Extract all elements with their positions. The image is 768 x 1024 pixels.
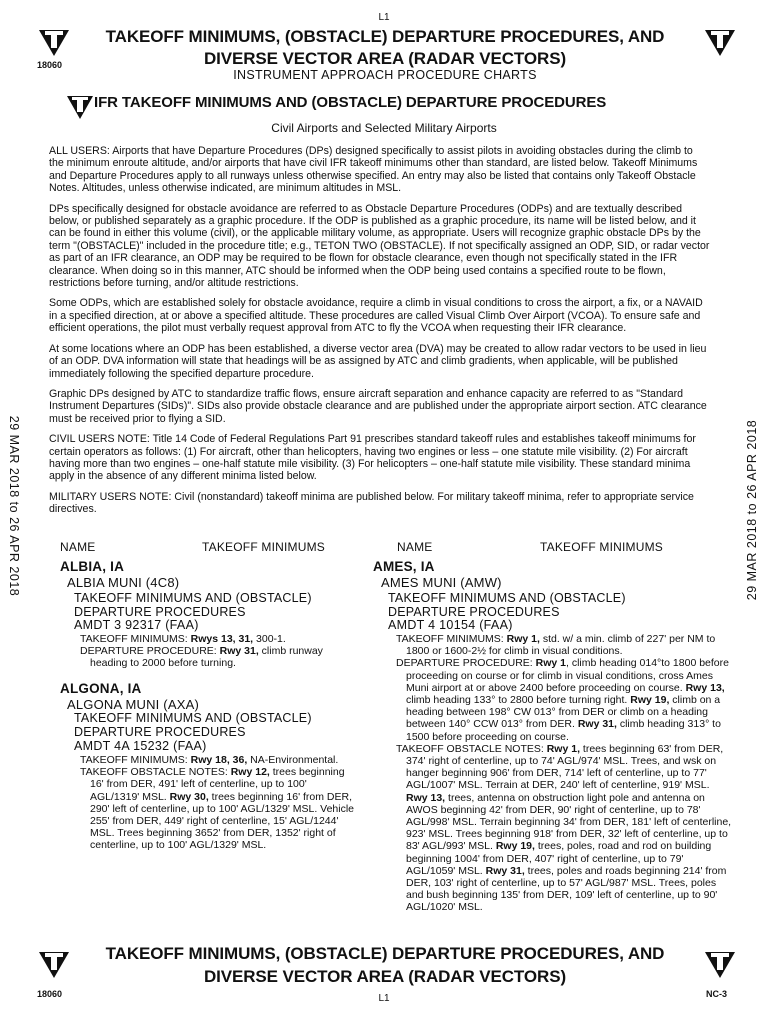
airport-name: ALBIA MUNI (4C8) bbox=[67, 575, 180, 590]
procedure-title: TAKEOFF MINIMUMS AND (OBSTACLE) bbox=[74, 711, 312, 725]
runway: Rwy 13, bbox=[685, 681, 725, 694]
runway: Rwy 13, bbox=[406, 791, 446, 804]
amendment: AMDT 3 92317 (FAA) bbox=[74, 618, 199, 632]
text: trees, poles, road and rod on building beginning 1004' from DER, 407' right of centerline, up to 79' AGL/1059' MSL. bbox=[406, 840, 712, 877]
runway: Rwy 19, bbox=[630, 694, 670, 707]
runway: Rwy 31, bbox=[577, 718, 617, 731]
amendment: AMDT 4 10154 (FAA) bbox=[388, 618, 513, 632]
intro-paragraph: MILITARY USERS NOTE: Civil (nonstandard) takeoff minima are published below. For military takeoff minima, refer to appropriate service directives. bbox=[49, 490, 694, 516]
airport-name: AMES MUNI (AMW) bbox=[381, 575, 502, 590]
text: std. w/ a min. climb of 227' per NM to 1800 or 1600-2½ for climb in visual conditions. bbox=[406, 633, 716, 658]
runway: Rwys 13, 31, bbox=[190, 633, 254, 645]
footer-title-line1: TAKEOFF MINIMUMS, (OBSTACLE) DEPARTURE PROCEDURES, AND bbox=[105, 944, 665, 963]
header-title-line2: DIVERSE VECTOR AREA (RADAR VECTORS) bbox=[203, 49, 567, 68]
takeoff-minimums bbox=[396, 633, 732, 914]
intro-paragraph: ALL USERS: Airports that have Departure Procedures (DPs) designed specifically to assist pilots in avoiding obstacles during the climb to the minimum enroute altitude, and/or airports that have civil IFR takeoff minimums other than standard, are listed below. Takeoff Minimums and Departure Procedures apply to all runways unless otherwise specified. An entry may also be listed that contains only Takeoff Obstacle Notes. Altitudes, unless otherwise indicated, are minimum altitudes in MSL. bbox=[49, 145, 698, 195]
header-subtitle: INSTRUMENT APPROACH PROCEDURE CHARTS bbox=[233, 68, 537, 82]
text: trees beginning 16' from DER, 290' left of centerline, up to 100' AGL/1329' MSL. Vehicle 255' from DER, 449' right of centerline, 15' AGL/1244' MSL. Trees beginning 3652' from DER, 1352' right of centerline, up to 100' AGL/1329' MSL. bbox=[90, 790, 355, 852]
takeoff-minimums bbox=[80, 754, 356, 852]
page-number: NC-3 bbox=[706, 989, 728, 999]
text: , climb heading 014°to 1800 before proceeding on course or for climb in visual conditions, cross Ames Muni airport at or above 2400 before proceeding on course. bbox=[406, 657, 729, 694]
page-code-bottom: L1 bbox=[378, 993, 390, 1004]
text: NA-Environmental. bbox=[247, 754, 339, 766]
intro-text bbox=[49, 145, 710, 524]
footer-title-line2: DIVERSE VECTOR AREA (RADAR VECTORS) bbox=[203, 967, 567, 986]
runway: Rwy 1, bbox=[506, 633, 540, 645]
text: trees beginning 16' from DER, 491' left of centerline, up to 100' AGL/1319' MSL. bbox=[90, 766, 345, 803]
procedure-title: DEPARTURE PROCEDURES bbox=[74, 605, 246, 619]
runway: Rwy 30, bbox=[169, 790, 209, 803]
text: climb heading 133° to 2800 before turning right. bbox=[406, 694, 631, 707]
takeoff-minimums bbox=[80, 633, 352, 670]
text: trees, poles and roads beginning 214' from DER, 103' right of centerline, up to 57' AGL/987' MSL. Trees, poles and bush beginning 135' from DER, 109' left of centerline, up to 90' AGL/1020' MSL. bbox=[406, 864, 727, 914]
runway: Rwy 12, bbox=[230, 766, 270, 779]
margin-date-right: 29 MAR 2018 to 26 APR 2018 bbox=[745, 419, 759, 601]
text: trees beginning 63' from DER, 374' right of centerline, up to 74' AGL/974' MSL. Trees, and wsk on hanger beginning 906' from DER, 714' left of centerline, up to 77' AGL/1007' MSL. Terrain at DER, 240' left of centerline, 919' MSL. bbox=[406, 742, 724, 792]
intro-paragraph: CIVIL USERS NOTE: Title 14 Code of Federal Regulations Part 91 prescribes standard takeoff rules and establishes takeoff minimums for certain operators as follows: (1) For aircraft, other than helicopters, having two engines or less – one statute mile visibility. (2) For aircraft having more than two engines – one-half statute mile visibility. (3) For helicopters – one-half statute mile visibility. These standard minima apply in the absence of any different minima listed below. bbox=[49, 433, 696, 483]
procedure-title: TAKEOFF MINIMUMS AND (OBSTACLE) bbox=[388, 591, 626, 605]
runway: Rwy 31, bbox=[219, 645, 259, 658]
runway: Rwy 19, bbox=[495, 840, 535, 853]
label: TAKEOFF OBSTACLE NOTES: bbox=[80, 766, 231, 779]
label: TAKEOFF MINIMUMS: bbox=[80, 754, 191, 766]
column-header-name: NAME bbox=[397, 540, 433, 554]
section-title: IFR TAKEOFF MINIMUMS AND (OBSTACLE) DEPARTURE PROCEDURES bbox=[94, 94, 607, 111]
chart-symbol-icon bbox=[705, 30, 735, 56]
page-code-top: L1 bbox=[378, 12, 390, 23]
text: climb heading 313° to 1500 before proceeding on course. bbox=[406, 718, 721, 743]
intro-paragraph: Graphic DPs designed by ATC to standardize traffic flows, ensure aircraft separation and enhance capacity are referred to as "Standard Instrument Departures (SIDs)". SIDs also provide obstacle clearance and are published under the appropriate airport section. ATC clearance must be received prior to flying a SID. bbox=[49, 387, 707, 425]
city-heading: AMES, IA bbox=[373, 559, 435, 574]
text: climb on a heading between 198° CW 013° from DER or climb on a heading between 140° CCW 013° from DER. bbox=[406, 694, 721, 731]
text: 300-1. bbox=[253, 633, 286, 645]
amendment: AMDT 4A 15232 (FAA) bbox=[74, 739, 207, 753]
intro-paragraph: Some ODPs, which are established solely for obstacle avoidance, require a climb in visual conditions to cross the airport, a fix, or a NAVAID in a specified direction, at or above a specified altitude. These procedures are called Visual Climb Over Airport (VCOA). To ensure safe and efficient operations, the pilot must verbally request approval from ATC to fly the VCOA when requesting their IFR clearance. bbox=[49, 297, 703, 335]
runway: Rwy 1, bbox=[546, 742, 580, 755]
column-header-minimums: TAKEOFF MINIMUMS bbox=[540, 540, 663, 554]
runway: Rwy 31, bbox=[485, 864, 525, 877]
label: TAKEOFF MINIMUMS: bbox=[396, 633, 507, 645]
city-heading: ALBIA, IA bbox=[60, 559, 125, 574]
procedure-title: DEPARTURE PROCEDURES bbox=[74, 725, 246, 739]
procedure-title: TAKEOFF MINIMUMS AND (OBSTACLE) bbox=[74, 591, 312, 605]
column-header-name: NAME bbox=[60, 540, 96, 554]
runway: Rwy 1 bbox=[535, 657, 566, 670]
doc-number: 18060 bbox=[37, 989, 63, 999]
text: climb runway heading to 2000 before turning. bbox=[90, 645, 323, 670]
header-title-line1: TAKEOFF MINIMUMS, (OBSTACLE) DEPARTURE PROCEDURES, AND bbox=[105, 27, 665, 46]
section-subtitle: Civil Airports and Selected Military Airports bbox=[271, 121, 497, 135]
intro-paragraph: At some locations where an ODP has been established, a diverse vector area (DVA) may be created to allow radar vectors to be used in lieu of an ODP. DVA information will state that headings will be as assigned by ATC and climb gradients, when applicable, will be published immediately following the specified departure procedure. bbox=[49, 342, 707, 380]
column-header-minimums: TAKEOFF MINIMUMS bbox=[202, 540, 325, 554]
chart-symbol-icon bbox=[39, 30, 69, 56]
chart-symbol-icon bbox=[39, 952, 69, 978]
label: TAKEOFF OBSTACLE NOTES: bbox=[396, 742, 547, 755]
intro-paragraph: DPs specifically designed for obstacle avoidance are referred to as Obstacle Departure Procedures (ODPs) and are textually described below, or published separately as a graphic procedure. If the ODP is published as a graphic procedure, its name will be listed below, and it can be found in either this volume (civil), or the applicable military volume, as appropriate. Users will recognize graphic obstacle DPs by the term "(OBSTACLE)" included in the procedure title; e.g., TETON TWO (OBSTACLE). If not specifically assigned an ODP, SID, or radar vector as part of an IFR clearance, an ODP may be required to be flown for obstacle clearance, even though not specifically stated in the IFR clearance. When doing so in this manner, ATC should be informed when the ODP being used contains a specified route to be flown, restrictions before turning, and/or altitude restrictions. bbox=[49, 202, 710, 290]
city-heading: ALGONA, IA bbox=[60, 681, 142, 696]
margin-date-left: 29 MAR 2018 to 26 APR 2018 bbox=[7, 415, 21, 597]
text: trees, antenna on obstruction light pole and antenna on AWOS beginning 42' from DER, 90' right of centerline, up to 78' AGL/998' MSL. Terrain beginning 34' from DER, 181' left of centerline, 923' MSL. Trees beginning 918' from DER, 32' left of centerline, up to 83' AGL/993' MSL. bbox=[406, 791, 732, 853]
runway: Rwy 18, 36, bbox=[190, 754, 248, 766]
chart-symbol-icon bbox=[67, 96, 93, 119]
label: TAKEOFF MINIMUMS: bbox=[80, 633, 191, 645]
label: DEPARTURE PROCEDURE: bbox=[396, 657, 536, 670]
chart-symbol-icon bbox=[705, 952, 735, 978]
doc-number: 18060 bbox=[37, 60, 63, 70]
label: DEPARTURE PROCEDURE: bbox=[80, 645, 220, 658]
procedure-title: DEPARTURE PROCEDURES bbox=[388, 605, 560, 619]
airport-name: ALGONA MUNI (AXA) bbox=[67, 697, 199, 712]
